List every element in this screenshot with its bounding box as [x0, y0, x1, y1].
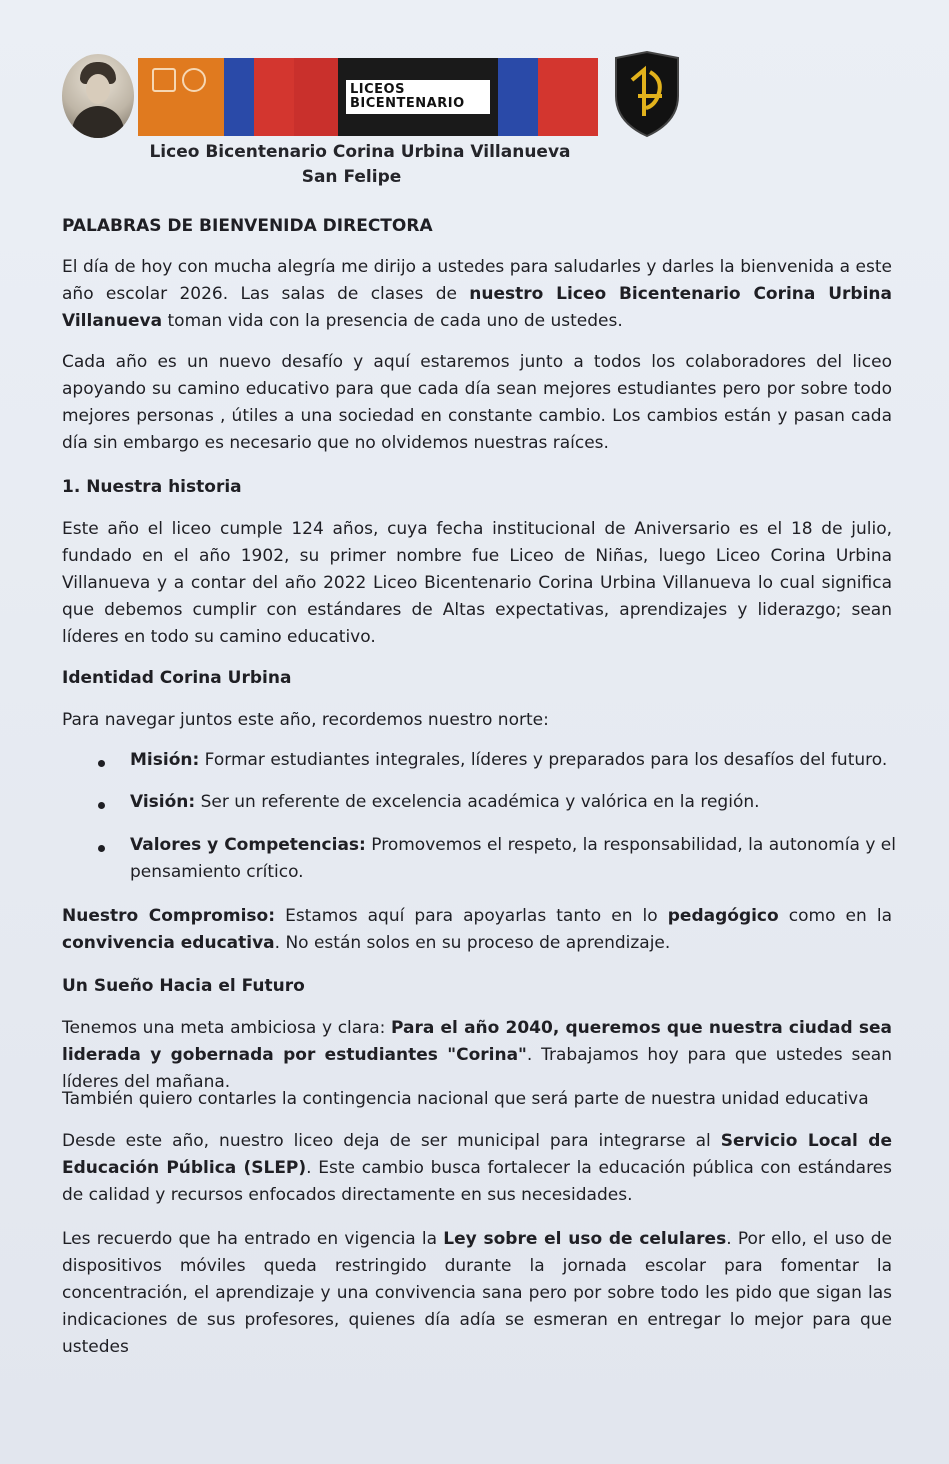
header-logos [62, 50, 692, 142]
logo-text-liceos: LICEOS [350, 82, 405, 97]
intro-paragraph-2: Cada año es un nuevo desafío y aquí estaremos junto a todos los colaboradores del liceo apoyando su camino educativo para que cada día sean mejores estudiantes pero por sobre todo mejores personas , útiles a una sociedad en constante cambio. Los cambios están y pasan cada día sin embargo es necesario que no olvidemos nuestras raíces. [62, 352, 892, 453]
bullet-icon [98, 802, 105, 809]
portrait-image [62, 54, 134, 138]
list-item-vision: Visión: Ser un referente de excelencia académica y valórica en la región. [130, 792, 760, 812]
list-item-valores: Valores y Competencias: Promovemos el respeto, la responsabilidad, la autonomía y el pensamiento crítico. [130, 835, 896, 882]
list-item-mision: Misión: Formar estudiantes integrales, líderes y preparados para los desafíos del futuro. [130, 750, 888, 770]
slep-paragraph: Desde este año, nuestro liceo deja de ser municipal para integrarse al Servicio Local de Educación Pública (SLEP). Este cambio busca fortalecer la educación pública con estándares de calidad y recursos enfocados directamente en sus necesidades. [62, 1131, 893, 1205]
identidad-intro: Para navegar juntos este año, recordemos nuestro norte: [62, 710, 549, 730]
logo-text-bicentenario: BICENTENARIO [350, 96, 465, 111]
historia-heading: 1. Nuestra historia [62, 477, 242, 497]
sports-ministry-logo [254, 58, 294, 136]
school-name: Liceo Bicentenario Corina Urbina Villanueva [149, 142, 571, 162]
environment-logo [138, 58, 224, 136]
institutional-logo-strip [138, 58, 612, 136]
contingencia-paragraph: También quiero contarles la contingencia nacional que será parte de nuestra unidad educativa [62, 1089, 869, 1109]
sueno-heading: Un Sueño Hacia el Futuro [62, 976, 305, 996]
government-seal-icon-2 [498, 58, 538, 136]
liceos-bicentenario-logo [338, 58, 498, 136]
sueno-paragraph: Tenemos una meta ambiciosa y clara: Para el año 2040, queremos que nuestra ciudad sea liderada y gobernada por estudiantes "Corina". Trabajamos hoy para que ustedes sean líderes del mañana. [62, 1018, 892, 1092]
celulares-paragraph: Les recuerdo que ha entrado en vigencia la Ley sobre el uso de celulares. Por ello, el uso de dispositivos móviles queda restringido durante la jornada escolar para fomentar la concentración, el aprendizaje y una convivencia sana pero por sobre todo les pido que sigan las indicaciones de sus profesores, quienes día adía se esmeran en entregar lo mejor para que ustedes [62, 1229, 892, 1357]
sports-institute-logo [294, 58, 338, 136]
compromiso-paragraph: Nuestro Compromiso: Estamos aquí para apoyarlas tanto en lo pedagógico como en la convivencia educativa. No están solos en su proceso de aprendizaje. [62, 906, 893, 953]
bullet-icon [98, 760, 105, 767]
school-city: San Felipe [301, 167, 402, 187]
senda-logo [538, 58, 598, 136]
intro-paragraph-1: El día de hoy con mucha alegría me dirijo a ustedes para saludarles y darles la bienvenida a este año escolar 2026. Las salas de clases de nuestro Liceo Bicentenario Corina Urbina Villanueva toman vida con la presencia de cada uno de ustedes. [62, 257, 892, 331]
identidad-heading: Identidad Corina Urbina [62, 668, 292, 688]
school-shield-icon [612, 50, 682, 138]
document-title: PALABRAS DE BIENVENIDA DIRECTORA [62, 216, 433, 236]
historia-paragraph: Este año el liceo cumple 124 años, cuya fecha institucional de Aniversario es el 18 de julio, fundado en el año 1902, su primer nombre fue Liceo de Niñas, luego Liceo Corina Urbina Villanueva y a contar del año 2022 Liceo Bicentenario Corina Urbina Villanueva lo cual significa que debemos cumplir con estándares de Altas expectativas, aprendizajes y liderazgo; sean líderes en todo su camino educativo. [62, 519, 892, 647]
bullet-icon [98, 845, 105, 852]
government-seal-icon [224, 58, 254, 136]
